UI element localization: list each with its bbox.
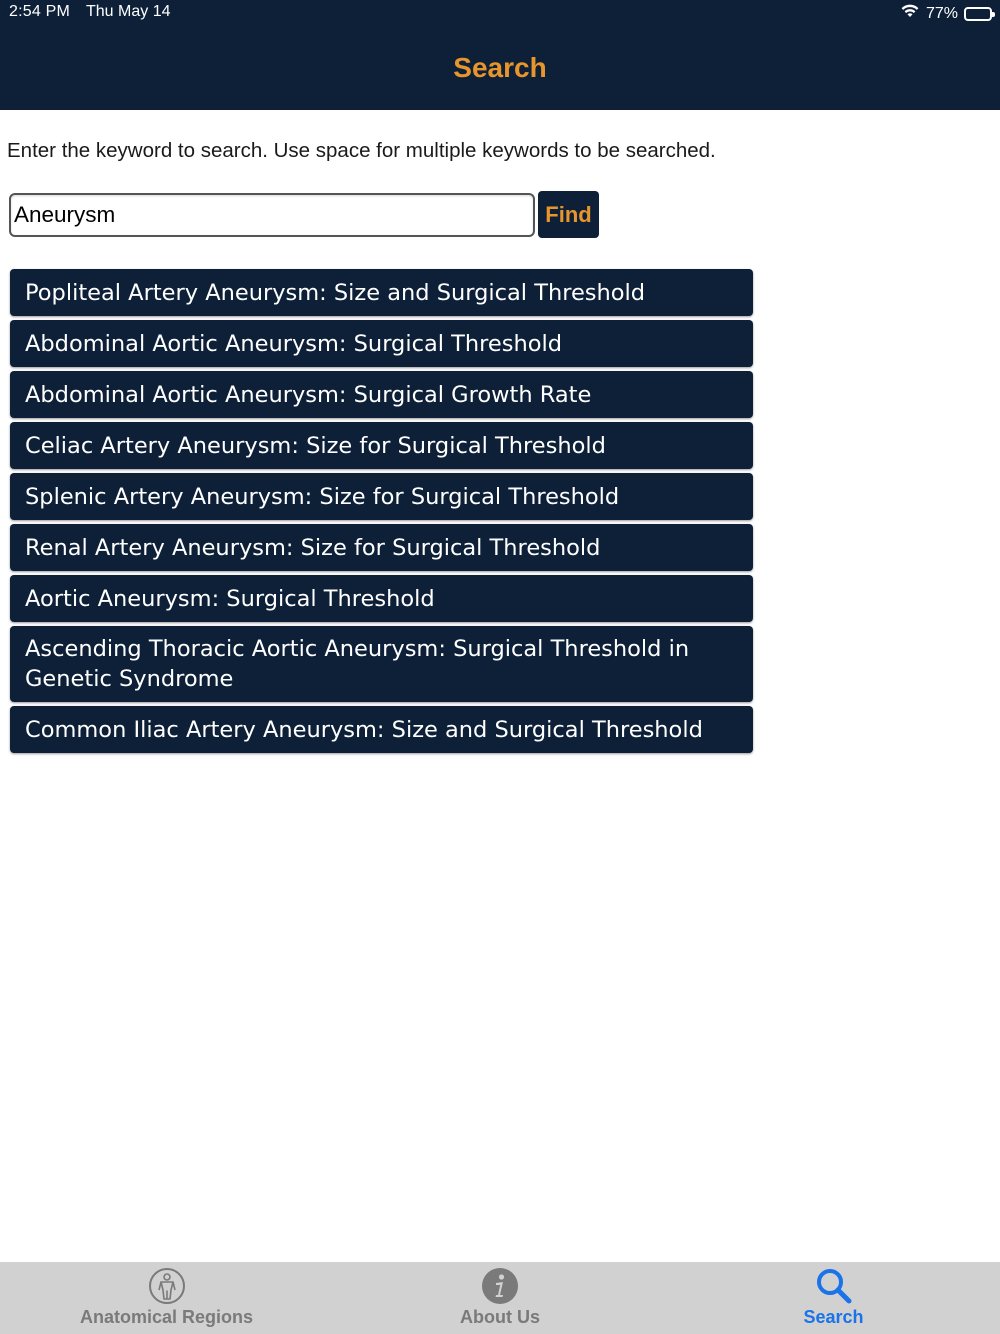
wifi-icon <box>900 3 920 24</box>
status-indicators <box>900 3 992 24</box>
search-icon <box>815 1267 853 1305</box>
result-item[interactable]: Renal Artery Aneurysm: Size for Surgical Threshold <box>10 524 753 571</box>
tab-anatomical-regions[interactable] <box>0 1262 333 1334</box>
page-title: Search <box>453 52 547 83</box>
find-button[interactable]: Find <box>538 191 599 238</box>
search-instructions: Enter the keyword to search. Use space for multiple keywords to be searched. <box>7 139 716 162</box>
result-item[interactable]: Common Iliac Artery Aneurysm: Size and Surgical Threshold <box>10 706 753 753</box>
result-item[interactable]: Ascending Thoracic Aortic Aneurysm: Surgical Threshold in Genetic Syndrome <box>10 626 753 702</box>
tab-search[interactable] <box>667 1262 1000 1334</box>
navigation-header <box>0 0 1000 110</box>
result-item[interactable]: Popliteal Artery Aneurysm: Size and Surgical Threshold <box>10 269 753 316</box>
info-icon <box>481 1267 519 1305</box>
result-item[interactable]: Splenic Artery Aneurysm: Size for Surgical Threshold <box>10 473 753 520</box>
tab-label: Search <box>803 1307 864 1327</box>
tab-bar <box>0 1262 1000 1334</box>
body-figure-icon <box>148 1267 186 1305</box>
tab-about-us[interactable] <box>333 1262 667 1334</box>
search-results-list <box>10 269 753 757</box>
status-date: Thu May 14 <box>86 3 171 20</box>
tab-label: About Us <box>460 1307 540 1327</box>
battery-percent: 77% <box>925 4 958 22</box>
result-item[interactable]: Abdominal Aortic Aneurysm: Surgical Threshold <box>10 320 753 367</box>
result-item[interactable]: Abdominal Aortic Aneurysm: Surgical Growth Rate <box>10 371 753 418</box>
result-item[interactable]: Aortic Aneurysm: Surgical Threshold <box>10 575 753 622</box>
tab-label: Anatomical Regions <box>79 1307 254 1327</box>
battery-icon <box>964 7 992 21</box>
status-time: 2:54 PM <box>9 3 70 20</box>
result-item[interactable]: Celiac Artery Aneurysm: Size for Surgical Threshold <box>10 422 753 469</box>
search-input[interactable] <box>9 193 535 237</box>
